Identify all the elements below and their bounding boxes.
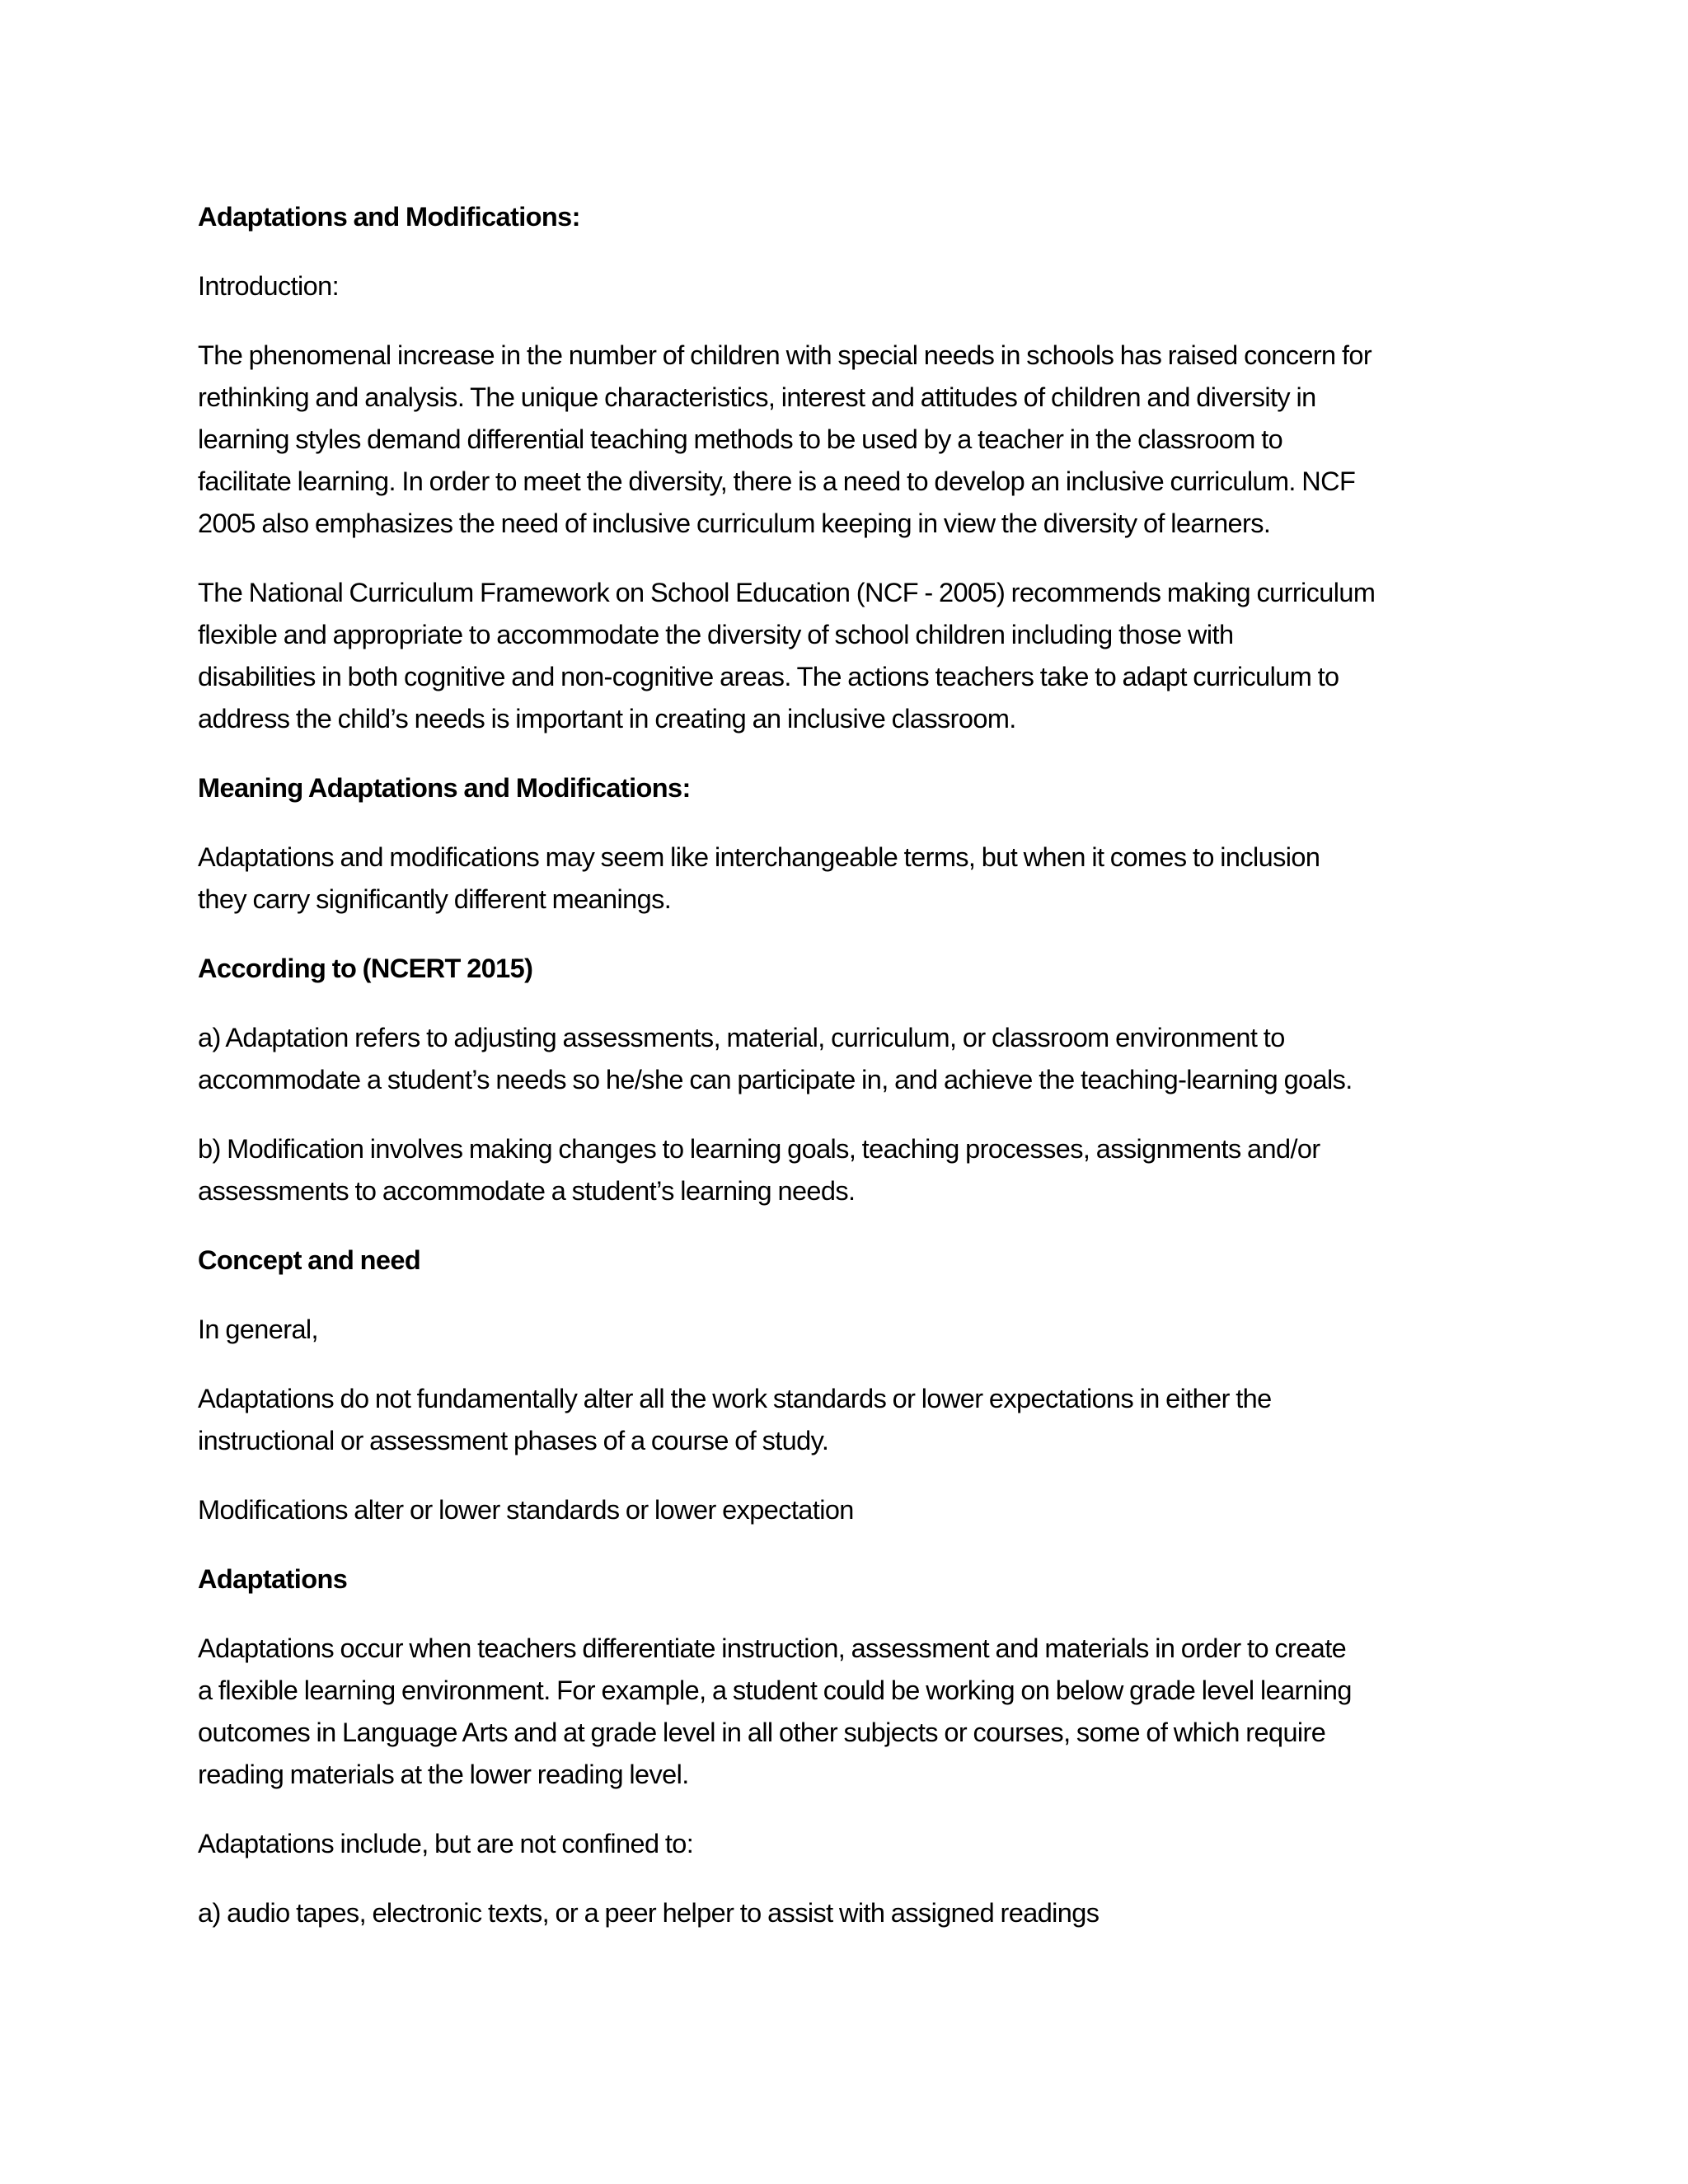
text-line: disabilities in both cognitive and non-cognitive areas. The actions teachers take to adapt curriculum to [198,662,1339,691]
text-line: Adaptations do not fundamentally alter all the work standards or lower expectations in either the [198,1384,1272,1413]
paragraph-modification-definition [198,1128,1500,1212]
document-page [198,196,1500,1961]
text-line: flexible and appropriate to accommodate the diversity of school children including those with [198,620,1234,649]
paragraph-adaptations-detail [198,1628,1500,1796]
text-line: assessments to accommodate a student’s learning needs. [198,1176,856,1206]
text-line: instructional or assessment phases of a course of study. [198,1426,829,1455]
text-line: b) Modification involves making changes to learning goals, teaching processes, assignments and/or [198,1134,1320,1164]
text-line: learning styles demand differential teaching methods to be used by a teacher in the classroom to [198,424,1283,454]
paragraph-modifications-general: Modifications alter or lower standards or lower expectation [198,1495,854,1525]
list-item-a: a) audio tapes, electronic texts, or a peer helper to assist with assigned readings [198,1898,1100,1928]
text-line: accommodate a student’s needs so he/she can participate in, and achieve the teaching-learning goals. [198,1065,1353,1094]
text-line: facilitate learning. In order to meet the diversity, there is a need to develop an inclusive curriculum. NCF [198,466,1356,496]
text-line: they carry significantly different meanings. [198,884,672,914]
in-general-label: In general, [198,1315,318,1344]
text-line: address the child’s needs is important in creating an inclusive classroom. [198,704,1016,733]
paragraph-adaptation-definition [198,1017,1500,1101]
text-line: Adaptations occur when teachers differentiate instruction, assessment and materials in order to create [198,1633,1347,1663]
paragraph-meaning [198,837,1500,921]
heading-adaptations: Adaptations [198,1564,348,1594]
text-line: reading materials at the lower reading level. [198,1760,689,1789]
heading-meaning: Meaning Adaptations and Modifications: [198,773,691,803]
text-line: a flexible learning environment. For example, a student could be working on below grade level learning [198,1675,1352,1705]
heading-according-to: According to (NCERT 2015) [198,954,533,983]
text-line: rethinking and analysis. The unique characteristics, interest and attitudes of children and diversity in [198,382,1316,412]
paragraph-ncf [198,572,1500,740]
text-line: Adaptations and modifications may seem like interchangeable terms, but when it comes to inclusion [198,842,1320,872]
paragraph-adaptations-include: Adaptations include, but are not confined to: [198,1829,694,1858]
text-line: outcomes in Language Arts and at grade level in all other subjects or courses, some of which require [198,1718,1326,1747]
paragraph-adaptations-general [198,1378,1500,1462]
text-line: The phenomenal increase in the number of children with special needs in schools has raised concern for [198,340,1372,370]
introduction-label: Introduction: [198,271,340,301]
paragraph-introduction [198,335,1500,545]
heading-adaptations-modifications: Adaptations and Modifications: [198,202,580,232]
text-line: The National Curriculum Framework on School Education (NCF - 2005) recommends making curriculum [198,578,1376,607]
text-line: a) Adaptation refers to adjusting assessments, material, curriculum, or classroom environment to [198,1023,1285,1052]
heading-concept-need: Concept and need [198,1245,421,1275]
text-line: 2005 also emphasizes the need of inclusive curriculum keeping in view the diversity of learners. [198,509,1271,538]
